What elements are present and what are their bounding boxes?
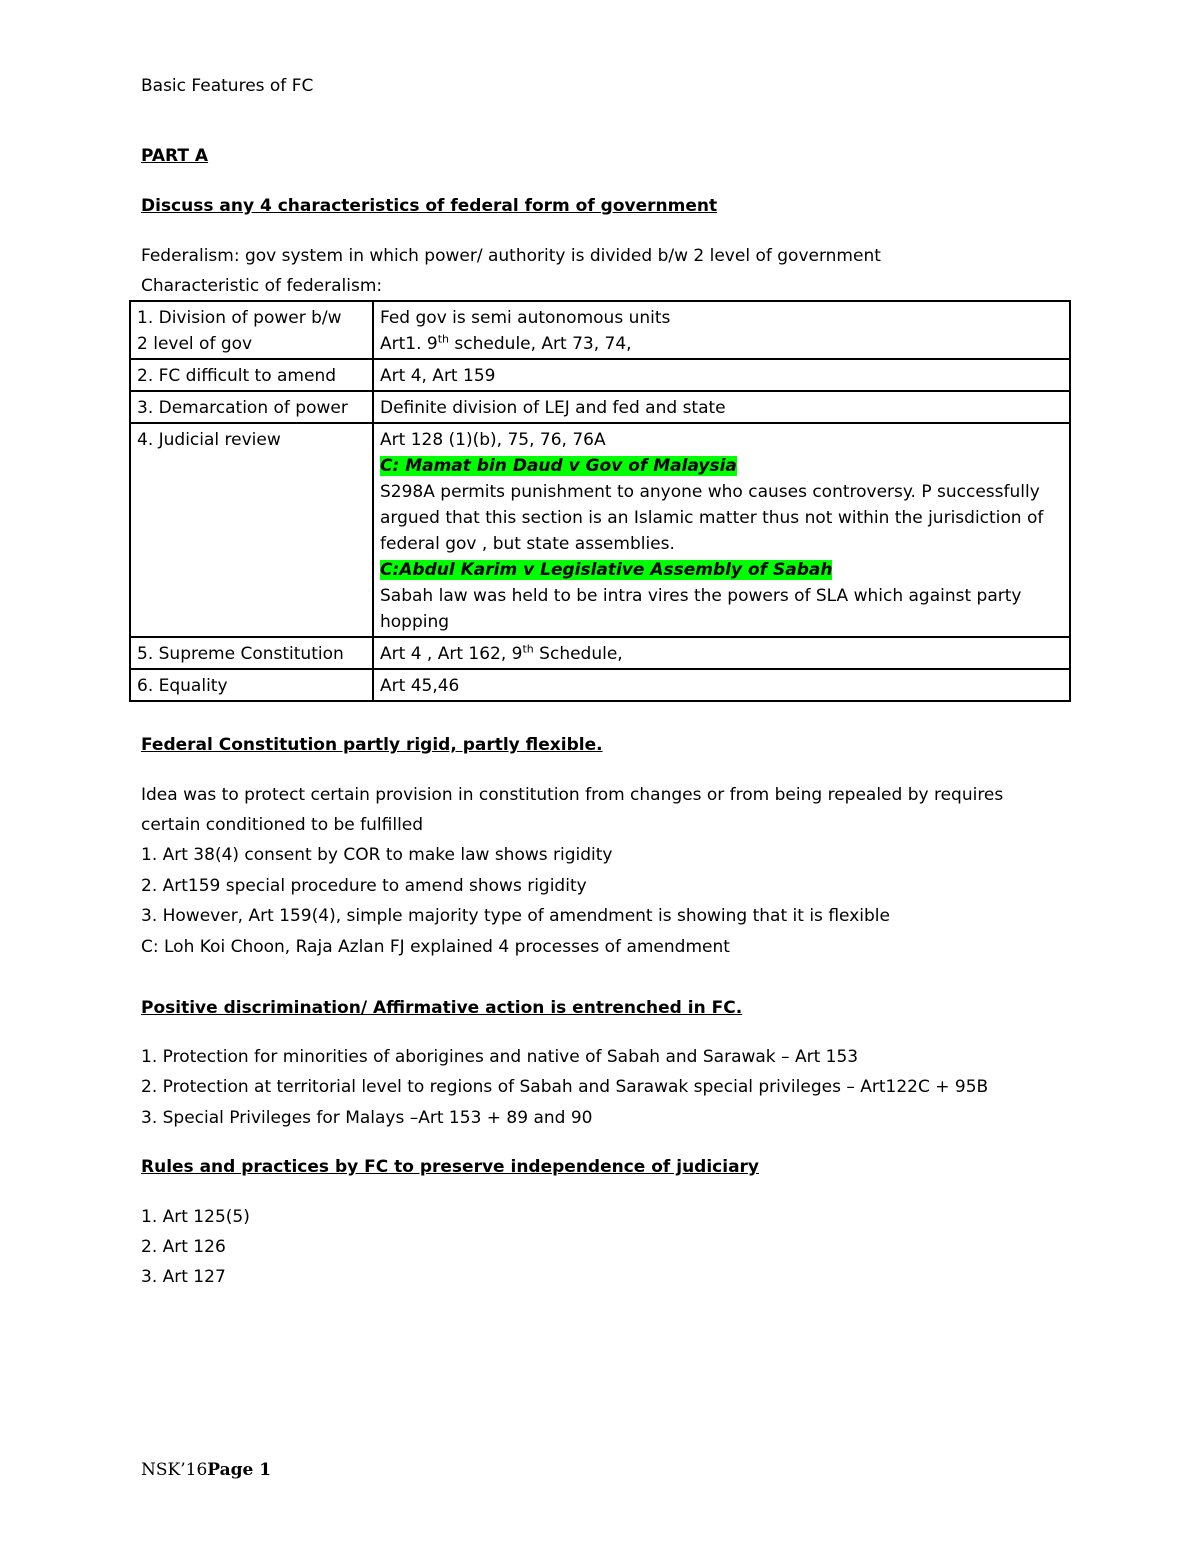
q1-intro-1: Federalism: gov system in which power/ authority is divided b/w 2 level of government: [141, 246, 881, 266]
cell-text: Sabah law was held to be intra vires the powers of SLA which against party hopping: [380, 586, 1022, 632]
table-cell: 5. Supreme Constitution: [130, 637, 373, 669]
superscript: th: [437, 332, 450, 346]
cell-text: 2 level of gov: [137, 334, 253, 354]
superscript: th: [522, 642, 534, 656]
table-cell: 2. FC difficult to amend: [130, 359, 373, 391]
federalism-table: [129, 300, 1071, 702]
q1-intro-2: Characteristic of federalism:: [141, 276, 383, 296]
table-cell: 4. Judicial review: [130, 423, 373, 637]
list-item: 1. Art 125(5): [141, 1207, 250, 1227]
table-cell: [130, 301, 373, 359]
q4-heading: Rules and practices by FC to preserve independence of judiciary: [141, 1157, 760, 1177]
table-cell: [373, 637, 1070, 669]
part-heading: PART A: [141, 146, 209, 166]
list-item: 1. Protection for minorities of aborigines and native of Sabah and Sarawak – Art 153: [141, 1047, 859, 1067]
table-row: [130, 391, 1070, 423]
q2-para-2: certain conditioned to be fulfilled: [141, 815, 424, 835]
case-highlight: C:Abdul Karim v Legislative Assembly of Sabah: [380, 560, 833, 580]
list-item: 2. Art159 special procedure to amend shows rigidity: [141, 876, 587, 896]
q3-heading: Positive discrimination/ Affirmative action is entrenched in FC.: [141, 998, 743, 1018]
case-citation: [380, 453, 1063, 479]
list-item: 1. Art 38(4) consent by COR to make law shows rigidity: [141, 845, 613, 865]
list-item: C: Loh Koi Choon, Raja Azlan FJ explained 4 processes of amendment: [141, 937, 730, 957]
q2-heading: Federal Constitution partly rigid, partly flexible.: [141, 735, 603, 755]
cell-text: Fed gov is semi autonomous units: [380, 308, 671, 328]
table-cell: Art 45,46: [373, 669, 1070, 701]
table-cell: Art 4, Art 159: [373, 359, 1070, 391]
footer-prefix: NSK’16: [141, 1460, 208, 1480]
doc-title: Basic Features of FC: [141, 76, 314, 96]
cell-text: [380, 331, 1063, 357]
table-row: [130, 359, 1070, 391]
page-footer: [141, 1460, 271, 1480]
cell-text: 1. Division of power b/w: [137, 308, 342, 328]
cell-text: Art 128 (1)(b), 75, 76, 76A: [380, 430, 606, 450]
page-number: Page 1: [207, 1460, 272, 1480]
cell-text-part: Art1. 9: [380, 334, 438, 354]
cell-text: S298A permits punishment to anyone who causes controversy. P successfully argued that this section is an Islamic matter thus not within the jurisdiction of federal gov , but state assemblies.: [380, 482, 1044, 554]
list-item: 2. Art 126: [141, 1237, 226, 1257]
table-cell: [373, 423, 1070, 637]
cell-text-part: schedule, Art 73, 74,: [449, 334, 632, 354]
q1-heading: Discuss any 4 characteristics of federal form of government: [141, 196, 718, 216]
table-row: [130, 637, 1070, 669]
cell-text-part: Art 4 , Art 162, 9: [380, 644, 523, 664]
table-cell: Definite division of LEJ and fed and state: [373, 391, 1070, 423]
cell-text-part: Schedule,: [533, 644, 623, 664]
table-row: [130, 423, 1070, 637]
table-cell: 3. Demarcation of power: [130, 391, 373, 423]
list-item: 3. Special Privileges for Malays –Art 153 + 89 and 90: [141, 1108, 593, 1128]
table-row: [130, 669, 1070, 701]
table-cell: 6. Equality: [130, 669, 373, 701]
case-highlight: C: Mamat bin Daud v Gov of Malaysia: [380, 456, 737, 476]
list-item: 2. Protection at territorial level to regions of Sabah and Sarawak special privileges – Art122C + 95B: [141, 1077, 989, 1097]
list-item: 3. Art 127: [141, 1267, 226, 1287]
table-row: [130, 301, 1070, 359]
q2-para-1: Idea was to protect certain provision in constitution from changes or from being repealed by requires: [141, 785, 1004, 805]
case-citation: [380, 557, 1063, 583]
table-cell: [373, 301, 1070, 359]
list-item: 3. However, Art 159(4), simple majority type of amendment is showing that it is flexible: [141, 906, 890, 926]
